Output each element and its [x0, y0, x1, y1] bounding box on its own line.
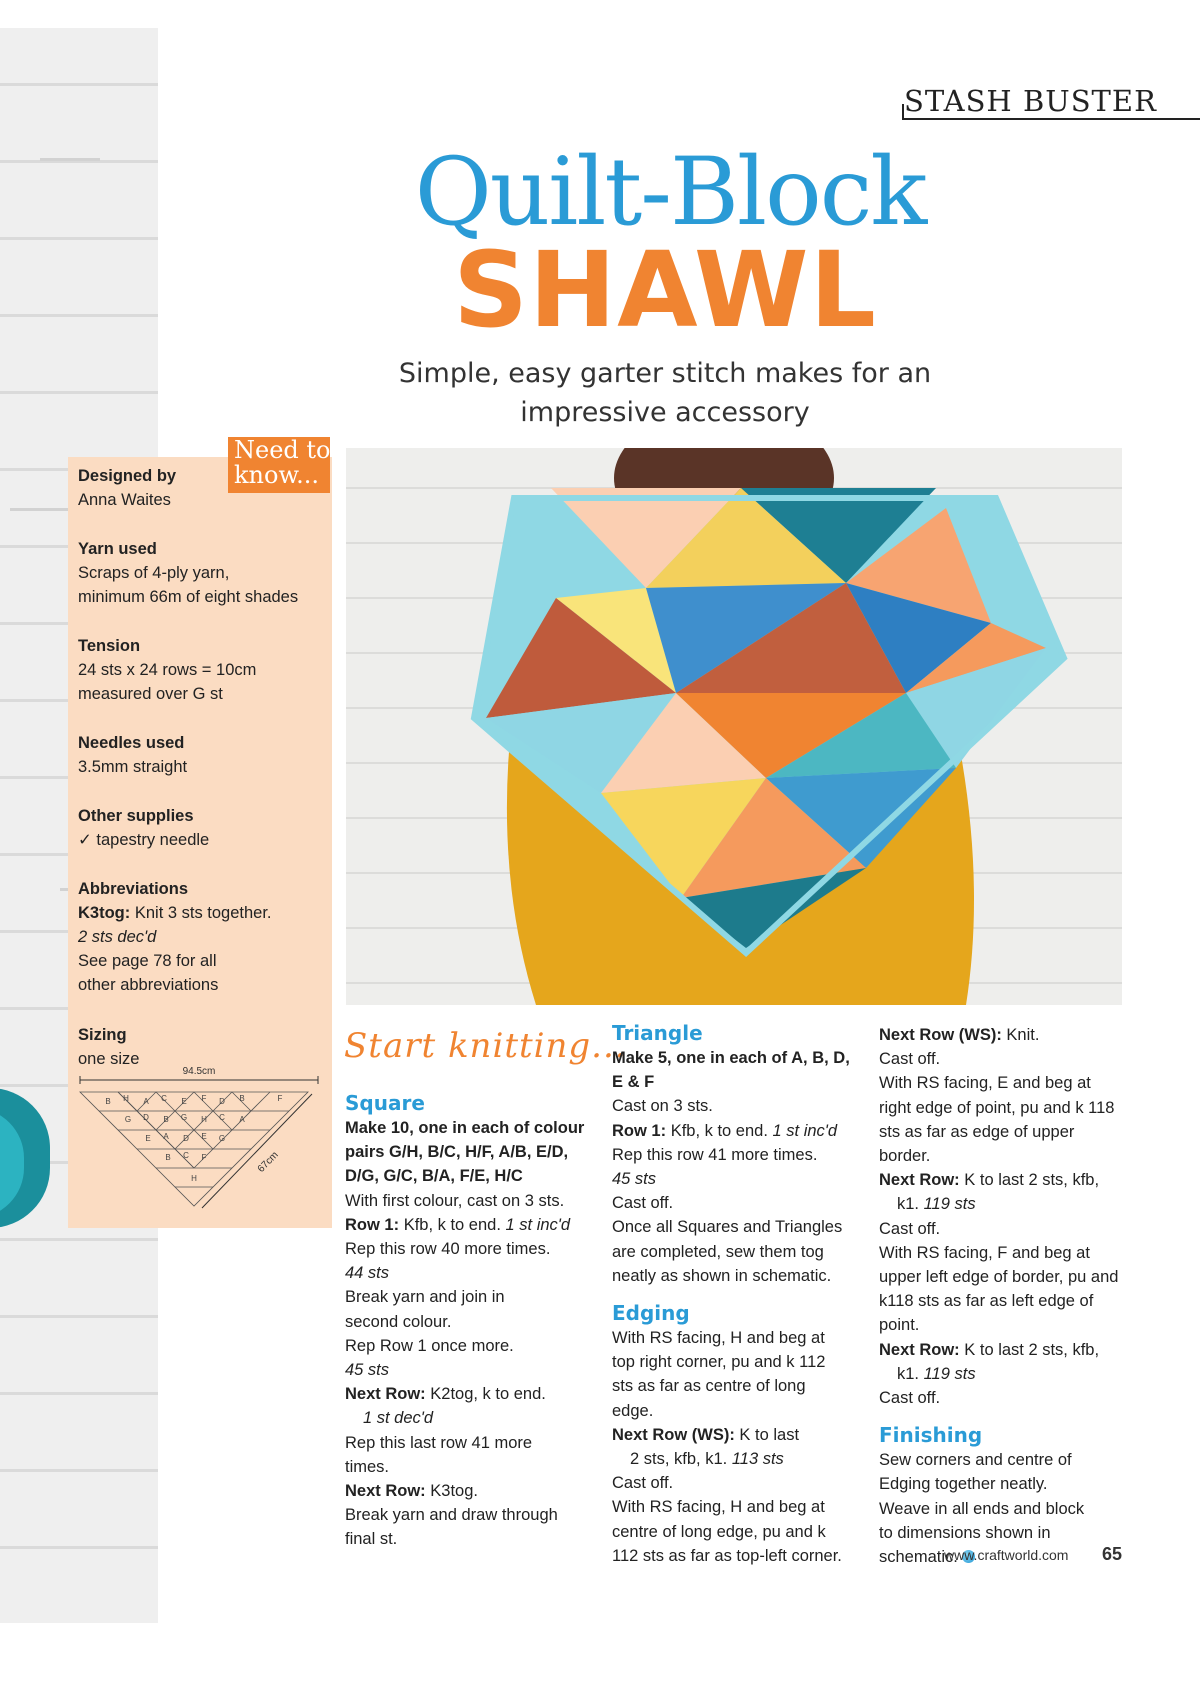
- column-borders: Next Row (WS): Knit. Cast off. With RS facing, E and beg at right edge of point, pu and k 118 sts as far as edge of upper border. Next Row: K to last 2 sts, kfb, k1. 119 sts Cast off. With RS facing, F and beg at upper left edge of border, pu and k118 sts as far as left edge of point. Next Row: K to last 2 sts, kfb, k1. 119 sts Cast off. Finishing Sew corners and centre of Edging together neatly. Weave in all ends and block to dimensions shown in schematic.: [879, 1023, 1129, 1569]
- triangle-heading: Triangle: [612, 1021, 703, 1045]
- svg-text:G: G: [180, 1113, 188, 1122]
- need-to-know-label: Need to know...: [234, 436, 331, 489]
- schematic-depth-label: 67cm: [255, 1149, 281, 1175]
- svg-text:B: B: [163, 1115, 169, 1124]
- svg-text:E: E: [201, 1132, 207, 1141]
- start-knitting-heading: Start knitting...: [344, 1026, 627, 1066]
- svg-text:A: A: [239, 1115, 245, 1124]
- schematic-width-label: 94.5cm: [182, 1066, 216, 1077]
- title-line2: SHAWL: [453, 229, 877, 351]
- svg-text:H: H: [201, 1115, 207, 1124]
- title-line1: Quilt-Block: [414, 138, 926, 247]
- column-square: Square Make 10, one in each of colour pairs G/H, B/C, H/F, A/B, E/D, D/G, G/C, B/A, F/E, H/C With first colour, cast on 3 sts. Row 1: Kfb, k to end. 1 st inc'd Rep this row 40 more times. 44 sts Break yarn and join in second colour. Rep Row 1 once more. 45 sts Next Row: K2tog, k to end. 1 st dec'd Rep this last row 41 more times. Next Row: K3tog. Break yarn and draw through final st.: [345, 1090, 595, 1552]
- sizing: Sizing one size: [78, 1026, 140, 1068]
- needles-used: Needles used 3.5mm straight: [78, 734, 188, 776]
- svg-text:F: F: [201, 1094, 207, 1103]
- footer-url: www.craftworld.com: [944, 1547, 1069, 1563]
- section-tag: STASH BUSTER: [904, 84, 1157, 118]
- svg-text:F: F: [201, 1153, 207, 1162]
- other-supplies: Other supplies ✓ tapestry needle: [78, 807, 210, 849]
- svg-text:H: H: [191, 1174, 197, 1183]
- subtitle: Simple, easy garter stitch makes for an impressive accessory: [398, 358, 932, 428]
- section-rule: [902, 118, 1200, 120]
- shawl-schematic: [76, 1066, 322, 1226]
- finishing-heading: Finishing: [879, 1423, 983, 1448]
- svg-text:H: H: [123, 1094, 129, 1103]
- tension: Tension 24 sts x 24 rows = 10cm measured over G st: [78, 637, 257, 703]
- svg-text:F: F: [277, 1094, 283, 1103]
- svg-text:A: A: [163, 1132, 169, 1141]
- svg-text:D: D: [143, 1113, 149, 1122]
- svg-text:C: C: [161, 1094, 167, 1103]
- svg-text:D: D: [219, 1097, 225, 1106]
- abbreviations: Abbreviations K3tog: Knit 3 sts together. 2 sts dec'd See page 78 for all other abbreviations: [78, 880, 272, 994]
- svg-text:E: E: [145, 1134, 151, 1143]
- shawl-photo: [346, 448, 1122, 1005]
- svg-text:A: A: [143, 1097, 149, 1106]
- svg-text:B: B: [105, 1097, 111, 1106]
- page-number: 65: [1102, 1544, 1123, 1564]
- svg-text:G: G: [218, 1134, 226, 1143]
- svg-text:B: B: [165, 1153, 171, 1162]
- column-triangle: Triangle Make 5, one in each of A, B, D, E & F Cast on 3 sts. Row 1: Kfb, k to end. 1 st inc'd Rep this row 41 more times. 45 sts Cast off. Once all Squares and Triangles are completed, sew them tog neatly as shown in schematic. Edging With RS facing, H and beg at top right corner, pu and k 112 sts as far as centre of long edge. Next Row (WS): K to last 2 sts, kfb, k1. 113 sts Cast off. With RS facing, H and beg at centre of long edge, pu and k 112 sts as far as top-left corner.: [612, 1020, 866, 1568]
- yarn-used: Yarn used Scraps of 4-ply yarn, minimum 66m of eight shades: [78, 540, 299, 606]
- square-heading: Square: [345, 1091, 425, 1115]
- svg-text:C: C: [219, 1113, 225, 1122]
- svg-text:E: E: [181, 1097, 187, 1106]
- svg-text:C: C: [183, 1151, 189, 1160]
- svg-text:D: D: [183, 1134, 189, 1143]
- svg-text:B: B: [239, 1094, 245, 1103]
- svg-text:G: G: [124, 1115, 132, 1124]
- designed-by: Designed by Anna Waites: [78, 467, 177, 509]
- edging-heading: Edging: [612, 1301, 690, 1326]
